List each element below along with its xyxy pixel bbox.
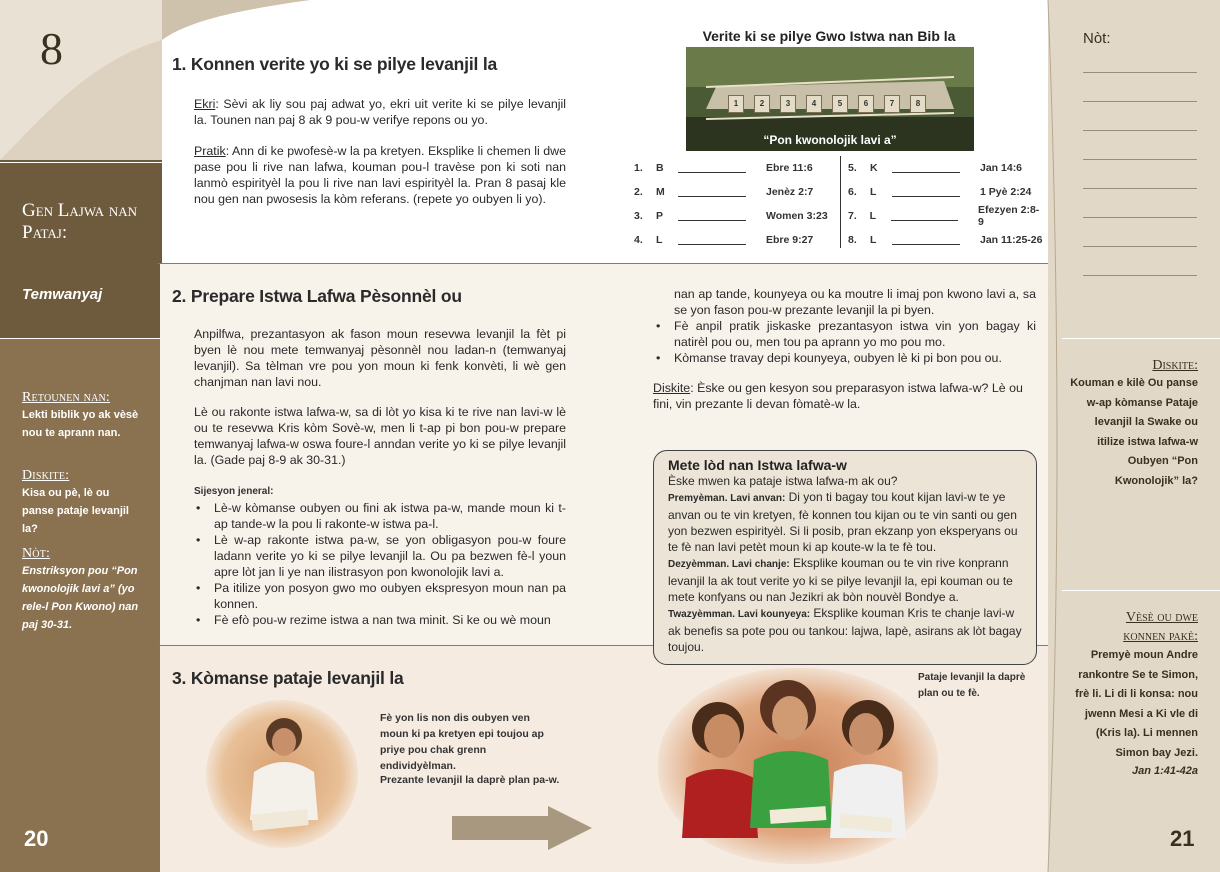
not-text: Enstriksyon pou “Pon kwonolojik lavi a” (yo rele-l Pon Kwono) nan paj 30-31. bbox=[22, 565, 139, 631]
section3-text2: Prezante levanjil la daprè plan pa-w. bbox=[380, 774, 560, 786]
note-line bbox=[1083, 101, 1197, 102]
section2-para1: Anpilfwa, prezantasyon ak fason moun resevwa levanjil la fèt pi byen lè nou mete temwanyaj pèsonnèl nou ladan-n (temwanyaj levanjil). Sa tèlman vre pou yon moun ki fenk konvèti, li wè gen chanjman nan lavi nou. bbox=[194, 327, 566, 389]
box-title: Mete lòd nan Istwa lafwa-w bbox=[668, 457, 847, 473]
group-reading-illustration bbox=[658, 668, 938, 864]
sidebar-divider bbox=[0, 162, 162, 163]
verse-num: 3. bbox=[634, 210, 643, 222]
section2-diskite bbox=[653, 380, 1037, 412]
box-question: Èske mwen ka pataje istwa lafwa-m ak ou? bbox=[668, 474, 898, 488]
bridge-image bbox=[686, 47, 974, 151]
list-item: • Pa itilize yon posyon gwo mo oubyen ekspresyon moun nan pa konnen. bbox=[192, 580, 566, 612]
verse-num: 7. bbox=[848, 210, 857, 222]
verse-heading-1: Vèsè ou dwe bbox=[1125, 610, 1198, 625]
section3-title: 3. Kòmanse pataje levanjil la bbox=[172, 668, 404, 688]
note-line bbox=[1083, 217, 1197, 218]
not-heading: Nòt: bbox=[22, 546, 51, 561]
verse-letter: L bbox=[870, 234, 877, 246]
ekri-label: Ekri bbox=[194, 97, 216, 111]
sidebar-retounen bbox=[22, 390, 142, 442]
verse-ref: Ebre 9:27 bbox=[766, 234, 814, 246]
bridge-caption: “Pon kwonolojik lavi a” bbox=[763, 133, 897, 147]
verse-num: 6. bbox=[848, 186, 857, 198]
verse-row bbox=[848, 180, 1044, 204]
verse-ref: Jan 1:41-42a bbox=[1131, 765, 1198, 777]
diskite-text: Kisa ou pè, lè ou panse pataje levanjil la? bbox=[22, 487, 129, 535]
verse-row bbox=[634, 180, 834, 204]
bridge-plank-number: 2 bbox=[754, 95, 770, 113]
note-line bbox=[1083, 246, 1197, 247]
bridge-plank-number: 3 bbox=[780, 95, 796, 113]
verse-row bbox=[634, 204, 834, 228]
verse-letter: L bbox=[870, 186, 877, 198]
sidebar-not bbox=[22, 546, 142, 634]
bridge-plank-number: 4 bbox=[806, 95, 822, 113]
verse-num: 4. bbox=[634, 234, 643, 246]
bridge-plank-number: 5 bbox=[832, 95, 848, 113]
verse-letter: M bbox=[656, 186, 665, 198]
box-point-2 bbox=[668, 555, 1022, 605]
woman-reading-illustration bbox=[206, 700, 358, 848]
note-line bbox=[1083, 159, 1197, 160]
goal-heading: Gen Lajwa nan Pataj: bbox=[22, 200, 137, 243]
bridge-numbers bbox=[728, 95, 926, 113]
verse-blank bbox=[678, 235, 746, 245]
note-line bbox=[1083, 275, 1197, 276]
section1-ekri bbox=[194, 96, 566, 128]
verse-list-right bbox=[848, 156, 1044, 252]
verse-letter: B bbox=[656, 162, 664, 174]
list-item: • Lè w-ap rakonte istwa pa-w, se yon obligasyon pou-w foure ladann verite yo ki se pilye levanjil la. Ou pa bezwen fè-l youn apre lòt jan li ye nan ilistrasyon pon kwonolojik lavi a. bbox=[192, 532, 566, 580]
right-diskite-text: Kouman e kilè Ou panse w-ap kòmanse Pataje levanjil la Swake ou itilize istwa lafwa-w Oubyen “Pon Kwonolojik” la? bbox=[1070, 377, 1198, 487]
note-line bbox=[1083, 72, 1197, 73]
note-line bbox=[1083, 130, 1197, 131]
verse-letter: L bbox=[656, 234, 663, 246]
verse-letter: L bbox=[869, 210, 877, 222]
right-diskite bbox=[1070, 358, 1198, 491]
ekri-text: : Sèvi ak liy sou paj adwat yo, ekri uit verite ki se pilye levanjil la. Tounen nan paj 8 ak 9 pou-w verifye repons ou yo. bbox=[194, 97, 566, 127]
verse-letter: K bbox=[870, 162, 878, 174]
group-reading-photo bbox=[658, 668, 938, 864]
bridge-plank-number: 7 bbox=[884, 95, 900, 113]
sidebar-divider-2 bbox=[0, 338, 162, 339]
verse-num: 2. bbox=[634, 186, 643, 198]
verse-list-left bbox=[634, 156, 834, 252]
notes-label: Nòt: bbox=[1083, 30, 1111, 47]
box-point-3 bbox=[668, 605, 1022, 655]
section3-caption: Pataje levanjil la daprè plan ou te fè. bbox=[918, 672, 1026, 699]
list-item: • Fè anpil pratik jiskaske prezantasyon istwa vin yon bagay ki natirèl pou ou, men tou pa aprann yo mo pou mo. bbox=[652, 318, 1036, 350]
verse-row bbox=[848, 204, 1044, 228]
box-point-1 bbox=[668, 489, 1022, 555]
right-diskite-heading: Diskite: bbox=[1152, 358, 1198, 373]
section1-title: 1. Konnen verite yo ki se pilye levanjil la bbox=[172, 54, 498, 74]
list-item: • Kòmanse travay depi kounyeya, oubyen lè ki pi bon pou ou. bbox=[652, 350, 1036, 366]
verse-to-know bbox=[1066, 608, 1198, 779]
section2-title: 2. Prepare Istwa Lafwa Pèsonnèl ou bbox=[172, 286, 462, 306]
section2-continued: nan ap tande, kounyeya ou ka moutre li imaj pon kwono lavi a, sa se yon fason pou-w prezante levanjil la pi byen. bbox=[674, 287, 1036, 317]
verse-blank bbox=[891, 211, 958, 221]
retounen-text: Lekti biblik yo ak vèsè nou te aprann nan. bbox=[22, 409, 139, 439]
verse-text: Premyè moun Andre rankontre Se te Simon, frè li. Li di li konsa: nou jwenn Mesi a Ki vle di (Kris la). Li mennen Simon bay Jezi. bbox=[1075, 649, 1198, 759]
note-line bbox=[1083, 188, 1197, 189]
bridge-plank-number: 6 bbox=[858, 95, 874, 113]
verse-blank bbox=[678, 187, 746, 197]
verse-ref: Jenèz 2:7 bbox=[766, 186, 814, 198]
page-number-left: 20 bbox=[24, 826, 49, 851]
story-order-box bbox=[653, 450, 1037, 665]
section-divider-1 bbox=[158, 263, 1048, 264]
verse-blank bbox=[892, 235, 960, 245]
arrow-right-icon bbox=[452, 806, 596, 850]
verse-blank bbox=[678, 163, 746, 173]
box-point-2-label: Dezyèmman. Lavi chanje: bbox=[668, 559, 790, 570]
box-point-3-text: Eksplike kouman Kris te chanje lavi-w ak benefis sa pote pou ou tankou: lajwa, lapè, asirans ak lòt bagay toujou. bbox=[668, 606, 1022, 654]
diskite-text: : Èske ou gen kesyon sou preparasyon istwa lafwa-w? Lè ou fini, vin prezante li devan fòmatè-w la. bbox=[653, 381, 1023, 411]
diskite-label: Diskite bbox=[653, 381, 691, 395]
verse-blank bbox=[678, 211, 746, 221]
suggestions-list-left bbox=[192, 500, 566, 628]
section1-pratik bbox=[194, 143, 566, 207]
chapter-number: 8 bbox=[40, 23, 63, 74]
verse-num: 8. bbox=[848, 234, 857, 246]
verse-num: 1. bbox=[634, 162, 643, 174]
pratik-text: : Ann di ke pwofesè-w la pa kretyen. Eksplike li chemen li dwe pase pou li rive nan lafwa, kouman pou-l travèse pon ki soti nan lanmò espirityèl la pou li rive nan lavi espirityèl la. Pran 8 pasaj kle nou gen nan pwosesis la kòm referans. (repete yo oubyen li yo). bbox=[194, 144, 566, 206]
right-divider-1 bbox=[1062, 338, 1220, 339]
verse-row bbox=[848, 228, 1044, 252]
section2-para2: Lè ou rakonte istwa lafwa-w, sa di lòt yo kisa ki te rive nan lavi-w lè ou te resevwa Kris kòm Sovè-w, men li t-ap pi bon pou-w prepare temwanyaj lafwa-w oswa foure-l anndan verite yo ki se pilye levanjil la. (Gade paj 8-9 ak 30-31.) bbox=[194, 405, 566, 467]
sidebar-diskite bbox=[22, 468, 142, 538]
verse-ref: Jan 11:25-26 bbox=[980, 234, 1043, 246]
bridge-title: Verite ki se pilye Gwo Istwa nan Bib la bbox=[702, 28, 956, 44]
list-item: • Lè-w kòmanse oubyen ou fini ak istwa pa-w, mande moun ki t-ap tande-w la pou li rakonte-w istwa pa-l. bbox=[192, 500, 566, 532]
list-item: • Fè efò pou-w rezime istwa a nan twa minit. Si ke ou wè moun bbox=[192, 612, 566, 628]
box-point-3-label: Twazyèmman. Lavi kounyeya: bbox=[668, 609, 811, 620]
right-divider-2 bbox=[1062, 590, 1220, 591]
bridge-plank-number: 8 bbox=[910, 95, 926, 113]
suggestions-list-right bbox=[652, 318, 1036, 366]
verse-row bbox=[634, 156, 834, 180]
verse-ref: Efezyen 2:8-9 bbox=[978, 204, 1040, 228]
suggestions-heading: Sijesyon jeneral: bbox=[194, 486, 274, 497]
verse-heading-2: konnen pakè: bbox=[1123, 629, 1198, 644]
pratik-label: Pratik bbox=[194, 144, 226, 158]
verse-num: 5. bbox=[848, 162, 857, 174]
verse-ref: Jan 14:6 bbox=[980, 162, 1023, 174]
section3-text1: Fè yon lis non dis oubyen ven moun ki pa kretyen epi toujou ap priye pou chak grenn endividyèlman. bbox=[380, 712, 544, 772]
verse-row bbox=[848, 156, 1044, 180]
woman-reading-photo bbox=[206, 700, 358, 848]
verse-row bbox=[634, 228, 834, 252]
page-number-right: 21 bbox=[1170, 826, 1195, 851]
verse-list-divider bbox=[840, 156, 841, 248]
box-point-2-text: Eksplike kouman ou te vin rive konprann levanjil la ak tout verite yo ki se pilye levanjil la, epi kouman ou te mete konfyans ou nan Jezikri ak bòn nouvèl Bondye a. bbox=[668, 556, 1013, 604]
notes-lines bbox=[1083, 72, 1197, 304]
retounen-heading: Retounen nan: bbox=[22, 390, 111, 405]
box-point-1-label: Premyèman. Lavi anvan: bbox=[668, 493, 786, 504]
verse-blank bbox=[892, 163, 960, 173]
box-point-1-text: Di yon ti bagay tou kout kijan lavi-w te ye anvan ou te vin kretyen, fè konnen tou kijan ou te vin santi ou gen yon bezwen espirityèl. Si li posib, pran ekzanp yon eksperyans ou te fè nan lavi petèt moun ki ap koute-w la te fè tou. bbox=[668, 490, 1018, 554]
verse-blank bbox=[892, 187, 960, 197]
goal-value: Temwanyaj bbox=[22, 286, 103, 303]
right-page-curve bbox=[1030, 0, 1070, 872]
verse-ref: Women 3:23 bbox=[766, 210, 828, 222]
verse-ref: Ebre 11:6 bbox=[766, 162, 813, 174]
bridge-plank-number: 1 bbox=[728, 95, 744, 113]
verse-ref: 1 Pyè 2:24 bbox=[980, 186, 1032, 198]
diskite-heading: Diskite: bbox=[22, 468, 70, 483]
verse-letter: P bbox=[656, 210, 664, 222]
